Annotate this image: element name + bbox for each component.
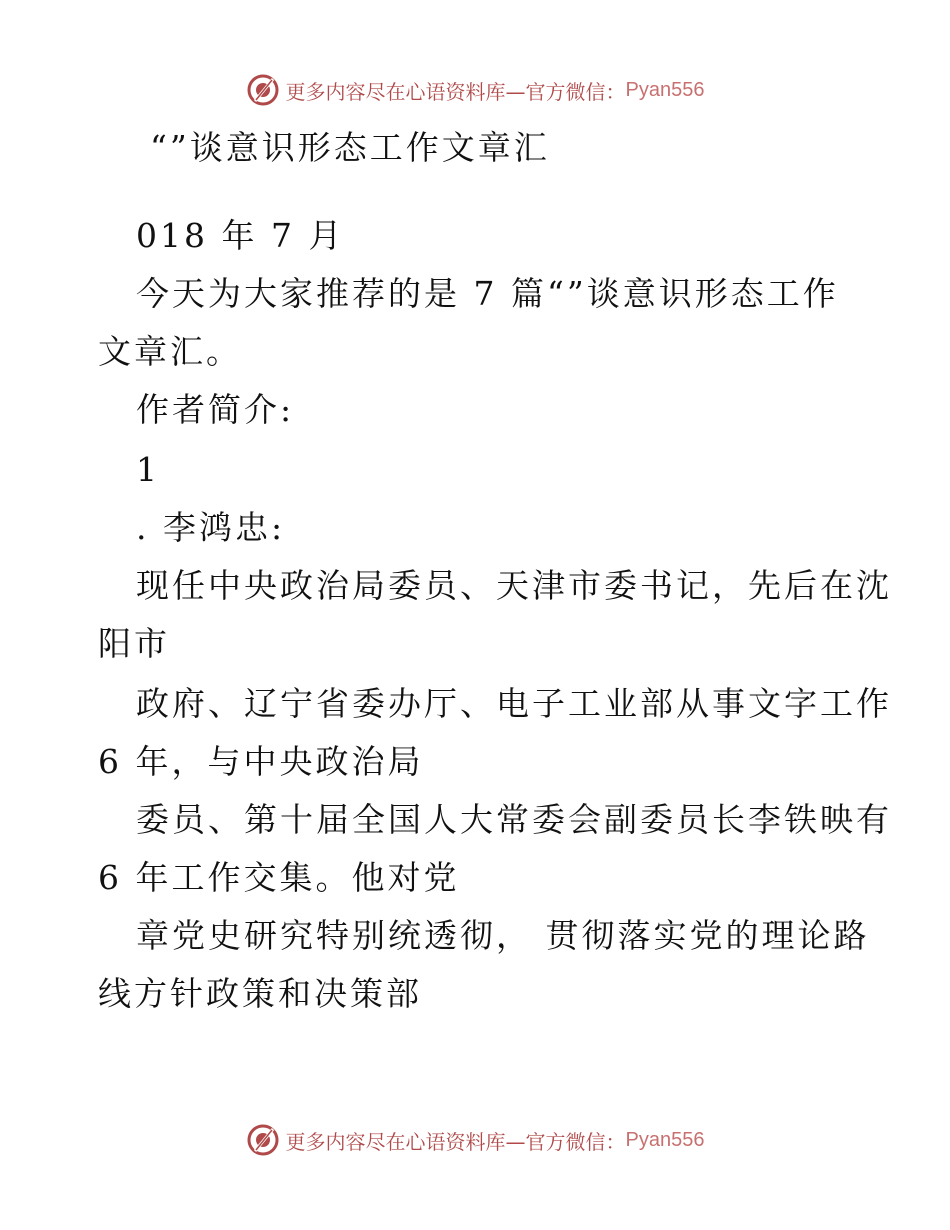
- bio-line-3: 政府、辽宁省委办厅、电子工业部从事文字工作: [136, 684, 892, 723]
- watermark-handle: Pyan556: [625, 78, 705, 101]
- intro-line-1: 今天为大家推荐的是 7 篇“”谈意识形态工作: [136, 274, 839, 313]
- bio-line-7: 章党史研究特别统透彻， 贯彻落实党的理论路: [136, 916, 870, 955]
- author-name: . 李鸿忠:: [136, 508, 286, 547]
- document-title: “”谈意识形态工作文章汇: [150, 128, 550, 167]
- pen-logo-icon: [246, 73, 280, 107]
- bio-line-1: 现任中央政治局委员、天津市委书记，先后在沈: [136, 566, 892, 605]
- bio-line-8: 线方针政策和决策部: [98, 974, 422, 1013]
- author-heading: 作者简介:: [136, 390, 295, 429]
- header-watermark: [0, 70, 950, 110]
- bio-line-2: 阳市: [98, 624, 170, 663]
- footer-watermark: [0, 1120, 950, 1160]
- watermark-text: 更多内容尽在心语资料库—官方微信：: [285, 79, 626, 104]
- bio-line-5: 委员、第十届全国人大常委会副委员长李铁映有: [136, 800, 892, 839]
- watermark-text: 更多内容尽在心语资料库—官方微信：: [285, 1129, 626, 1154]
- watermark-handle: Pyan556: [625, 1128, 705, 1151]
- intro-line-2: 文章汇。: [98, 332, 242, 371]
- item-number: 1: [136, 450, 160, 489]
- bio-line-4: 6 年，与中央政治局: [98, 742, 424, 781]
- bio-line-6: 6 年工作交集。他对党: [98, 858, 460, 897]
- pen-logo-icon: [246, 1123, 280, 1157]
- document-date: 018 年 7 月: [136, 216, 345, 255]
